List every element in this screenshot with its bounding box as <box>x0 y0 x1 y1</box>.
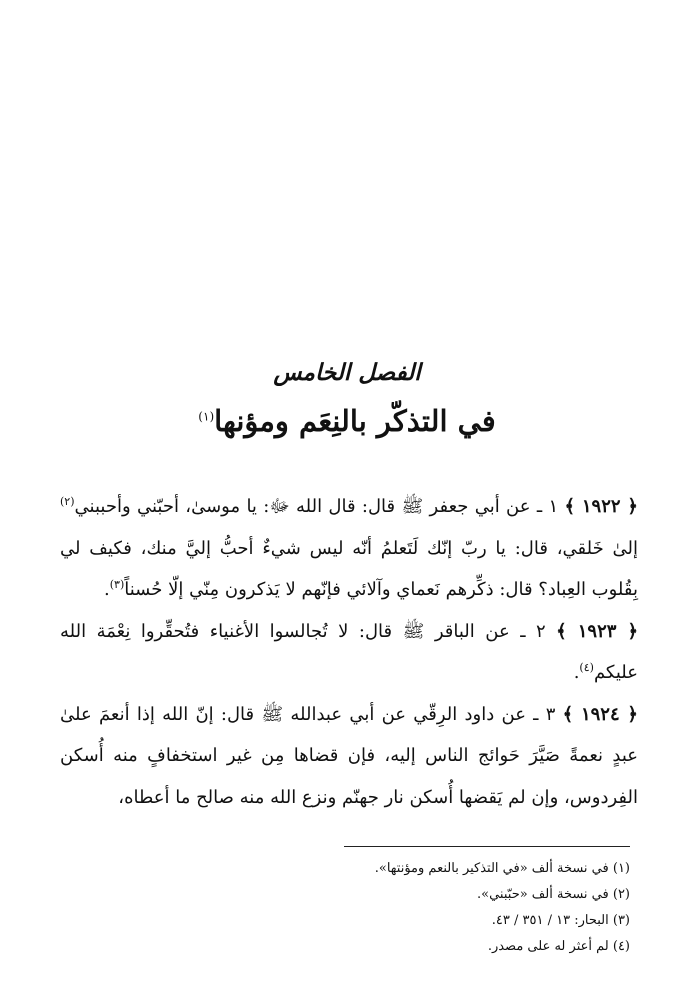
hadith-1922 <box>60 486 638 611</box>
footnote-separator <box>344 846 630 847</box>
hadith-1924 <box>60 694 638 819</box>
chapter-heading: الفصل الخامس <box>273 359 421 386</box>
hadith-1923 <box>60 611 638 694</box>
section-title <box>0 398 694 444</box>
hadith-text: . <box>104 579 110 600</box>
footnote-ref: (٣) <box>109 578 125 591</box>
footnote-2: (٢) في نسخة ألف «حبّبني». <box>477 887 630 902</box>
hadith-text: ٣ ـ عن داود الرِقّي عن أبي عبدالله ﷺ قال: إنّ الله إذا أنعمَ علىٰ عبدٍ نعمةً صَيَّرَ حَوائج الناس إليه، فإن قضاها مِن غير استخفافٍ منه أُسكن الفِردوس، وإن لم يَقضها أُسكن نار جهنّم ونزع الله منه صالح ما أعطاه، <box>60 703 638 808</box>
footnote-1: (١) في نسخة ألف «في التذكير بالنعم ومؤنتها». <box>374 861 630 876</box>
footnotes <box>60 856 630 960</box>
hadith-number: ﴿ ١٩٢٢ ﴾ <box>564 496 638 517</box>
footnote-4: (٤) لم أعثر له على مصدر. <box>487 939 630 954</box>
hadith-number: ﴿ ١٩٢٣ ﴾ <box>556 620 638 642</box>
hadith-number: ﴿ ١٩٢٤ ﴾ <box>562 703 638 725</box>
footnote-3: (٣) البحار: ١٣ / ٣٥١ / ٤٣. <box>491 913 630 928</box>
hadith-list <box>60 486 638 818</box>
hadith-text: ١ ـ عن أبي جعفر ﷺ قال: قال الله ﷻ: يا موسىٰ، أحبّني وأحببني <box>74 496 559 517</box>
footnote-ref: (١) <box>198 409 215 424</box>
footnote-ref: (٢) <box>60 495 75 508</box>
hadith-text: . <box>573 662 580 683</box>
hadith-text: إلىٰ خَلقي، قال: يا ربّ إنّك لَتَعلمُ أنّه ليس شيءٌ أحبُّ إليَّ منك، فكيف لي بِقُلوب العِباد؟ قال: ذكِّرهم نَعماي وآلائي فإنّهم لا يَذكرون مِنّي إلّا حُسناً <box>60 537 638 600</box>
section-title-text: في التذكّر بالنِعَم ومؤنها <box>214 404 496 438</box>
hadith-text: ٢ ـ عن الباقر ﷺ قال: لا تُجالسوا الأغنياء فتُحقِّروا نِعْمَة الله عليكم <box>60 620 638 683</box>
footnote-ref: (٤) <box>579 661 594 674</box>
